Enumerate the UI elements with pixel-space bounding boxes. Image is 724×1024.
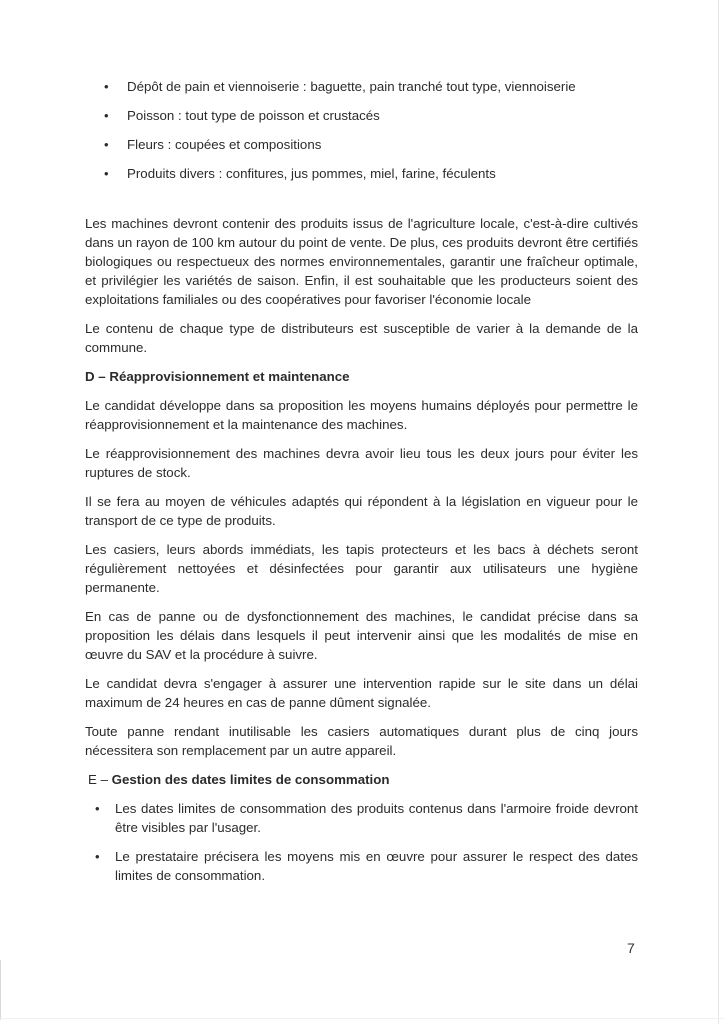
- paragraph-content-variation: Le contenu de chaque type de distributeurs est susceptible de varier à la demande de la commune.: [85, 321, 638, 355]
- paragraph: Le candidat développe dans sa proposition les moyens humains déployés pour permettre le réapprovisionnement et la maintenance des machines.: [85, 398, 638, 432]
- section-e-title: Gestion des dates limites de consommation: [111, 772, 390, 787]
- section-e-list: [85, 799, 638, 885]
- paragraph: Toute panne rendant inutilisable les casiers automatiques durant plus de cinq jours nécessitera son remplacement par un autre appareil.: [85, 724, 638, 758]
- section-e-prefix: E –: [88, 772, 112, 787]
- page-number: 7: [627, 940, 635, 956]
- list-item: • Produits divers : confitures, jus pommes, miel, farine, féculents: [85, 164, 638, 183]
- page-edge-bottom: [0, 1018, 724, 1019]
- document-body: [85, 77, 638, 895]
- list-item: • Le prestataire précisera les moyens mis en œuvre pour assurer le respect des dates limites de consommation.: [85, 847, 638, 885]
- list-item: • Dépôt de pain et viennoiserie : baguette, pain tranché tout type, viennoiserie: [85, 77, 638, 96]
- page-edge-left: [0, 960, 1, 1020]
- paragraph: Il se fera au moyen de véhicules adaptés qui répondent à la législation en vigueur pour le transport de ce type de produits.: [85, 494, 638, 528]
- section-e-heading: [88, 770, 638, 789]
- product-list: [85, 77, 638, 183]
- list-item: • Poisson : tout type de poisson et crustacés: [85, 106, 638, 125]
- list-item: • Les dates limites de consommation des produits contenus dans l'armoire froide devront être visibles par l'usager.: [85, 799, 638, 837]
- page-edge-right: [718, 0, 719, 1024]
- list-item: • Fleurs : coupées et compositions: [85, 135, 638, 154]
- section-d-heading: D – Réapprovisionnement et maintenance: [85, 369, 350, 384]
- spacer: [85, 193, 638, 214]
- paragraph: En cas de panne ou de dysfonctionnement des machines, le candidat précise dans sa proposition les délais dans lesquels il peut intervenir ainsi que les modalités de mise en œuvre du SAV et la procédure à suivre.: [85, 609, 638, 662]
- paragraph: Le candidat devra s'engager à assurer une intervention rapide sur le site dans un délai maximum de 24 heures en cas de panne dûment signalée.: [85, 676, 638, 710]
- paragraph: Le réapprovisionnement des machines devra avoir lieu tous les deux jours pour éviter les ruptures de stock.: [85, 446, 638, 480]
- paragraph: Les casiers, leurs abords immédiats, les tapis protecteurs et les bacs à déchets seront régulièrement nettoyées et désinfectées pour garantir aux utilisateurs une hygiène permanente.: [85, 542, 638, 595]
- paragraph-local-agriculture: Les machines devront contenir des produits issus de l'agriculture locale, c'est-à-dire cultivés dans un rayon de 100 km autour du point de vente. De plus, ces produits devront être certifiés biologiques ou respectueux des normes environnementales, garantir une fraîcheur optimale, et privilégier les variétés de saison. Enfin, il est souhaitable que les producteurs soient des exploitations familiales ou des coopératives pour favoriser l'économie locale: [85, 216, 638, 307]
